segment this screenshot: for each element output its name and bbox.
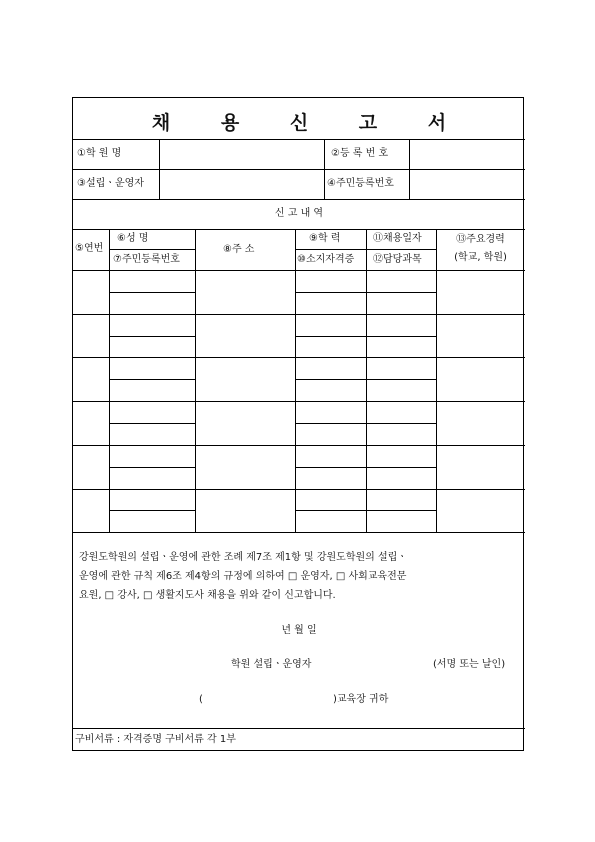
table-row-divider xyxy=(73,314,525,315)
col-career-detail: (학교, 학원) xyxy=(454,252,507,263)
statement-line: 운영에 관한 규칙 제6조 제4항의 규정에 의하여 □ 운영자, □ 사회교육전문 xyxy=(79,571,407,582)
divider xyxy=(109,249,195,250)
col-address: ⑧주 소 xyxy=(223,244,255,255)
statement-line: 강원도학원의 설립ㆍ운영에 관한 조례 제7조 제1항 및 강원도학원의 설립ㆍ xyxy=(79,552,407,563)
table-subrow-divider xyxy=(295,510,436,511)
divider xyxy=(73,229,525,230)
divider xyxy=(324,139,325,199)
divider xyxy=(295,229,296,532)
table-row-divider xyxy=(73,357,525,358)
col-education: ⑨학 력 xyxy=(309,233,341,244)
signer-label: 학원 설립ㆍ운영자 xyxy=(231,659,312,670)
statement-line: 요원, □ 강사, □ 생활지도사 채용을 위와 같이 신고합니다. xyxy=(79,590,336,601)
col-career: ⑬주요경력 xyxy=(456,234,505,245)
table-subrow-divider xyxy=(109,423,195,424)
divider xyxy=(409,139,410,199)
founder-label: ③설립ㆍ운영자 xyxy=(77,178,144,189)
table-subrow-divider xyxy=(295,423,436,424)
divider xyxy=(73,169,525,170)
form-title: 채 용 신 고 서 xyxy=(151,112,469,134)
divider xyxy=(73,270,525,271)
table-row-divider xyxy=(73,401,525,402)
date-line: 년 월 일 xyxy=(281,625,317,636)
divider xyxy=(366,229,367,532)
divider xyxy=(73,532,525,533)
divider xyxy=(436,229,437,532)
statement xyxy=(79,548,519,605)
registration-no-label: ②등 록 번 호 xyxy=(331,148,389,159)
col-hire-date: ⑪채용일자 xyxy=(373,233,422,244)
divider xyxy=(195,229,196,532)
col-license: ⑩소지자격증 xyxy=(297,254,355,265)
recipient-close: )교육장 귀하 xyxy=(333,694,389,705)
report-section-label: 신 고 내 역 xyxy=(274,208,324,219)
table-subrow-divider xyxy=(295,336,436,337)
col-seq: ⑤연번 xyxy=(75,243,104,254)
table-subrow-divider xyxy=(295,292,436,293)
table-subrow-divider xyxy=(109,467,195,468)
divider xyxy=(73,728,525,729)
table-subrow-divider xyxy=(295,467,436,468)
divider xyxy=(109,229,110,532)
table-row-divider xyxy=(73,489,525,490)
divider xyxy=(159,139,160,199)
divider xyxy=(73,139,525,140)
signature-note: (서명 또는 날인) xyxy=(433,659,506,670)
table-subrow-divider xyxy=(109,336,195,337)
recipient-open: ( xyxy=(199,694,203,705)
report-form xyxy=(72,97,524,751)
table-subrow-divider xyxy=(295,379,436,380)
col-name: ⑥성 명 xyxy=(117,233,149,244)
resident-no-label: ④주민등록번호 xyxy=(327,178,394,189)
table-subrow-divider xyxy=(109,510,195,511)
table-row-divider xyxy=(73,445,525,446)
table-subrow-divider xyxy=(109,292,195,293)
divider xyxy=(73,199,525,200)
academy-name-label: ①학 원 명 xyxy=(77,148,122,159)
col-resident-no: ⑦주민등록번호 xyxy=(113,254,180,265)
attachments-note: 구비서류 : 자격증명 구비서류 각 1부 xyxy=(75,734,236,745)
col-subject: ⑫담당과목 xyxy=(373,254,422,265)
table-subrow-divider xyxy=(109,379,195,380)
